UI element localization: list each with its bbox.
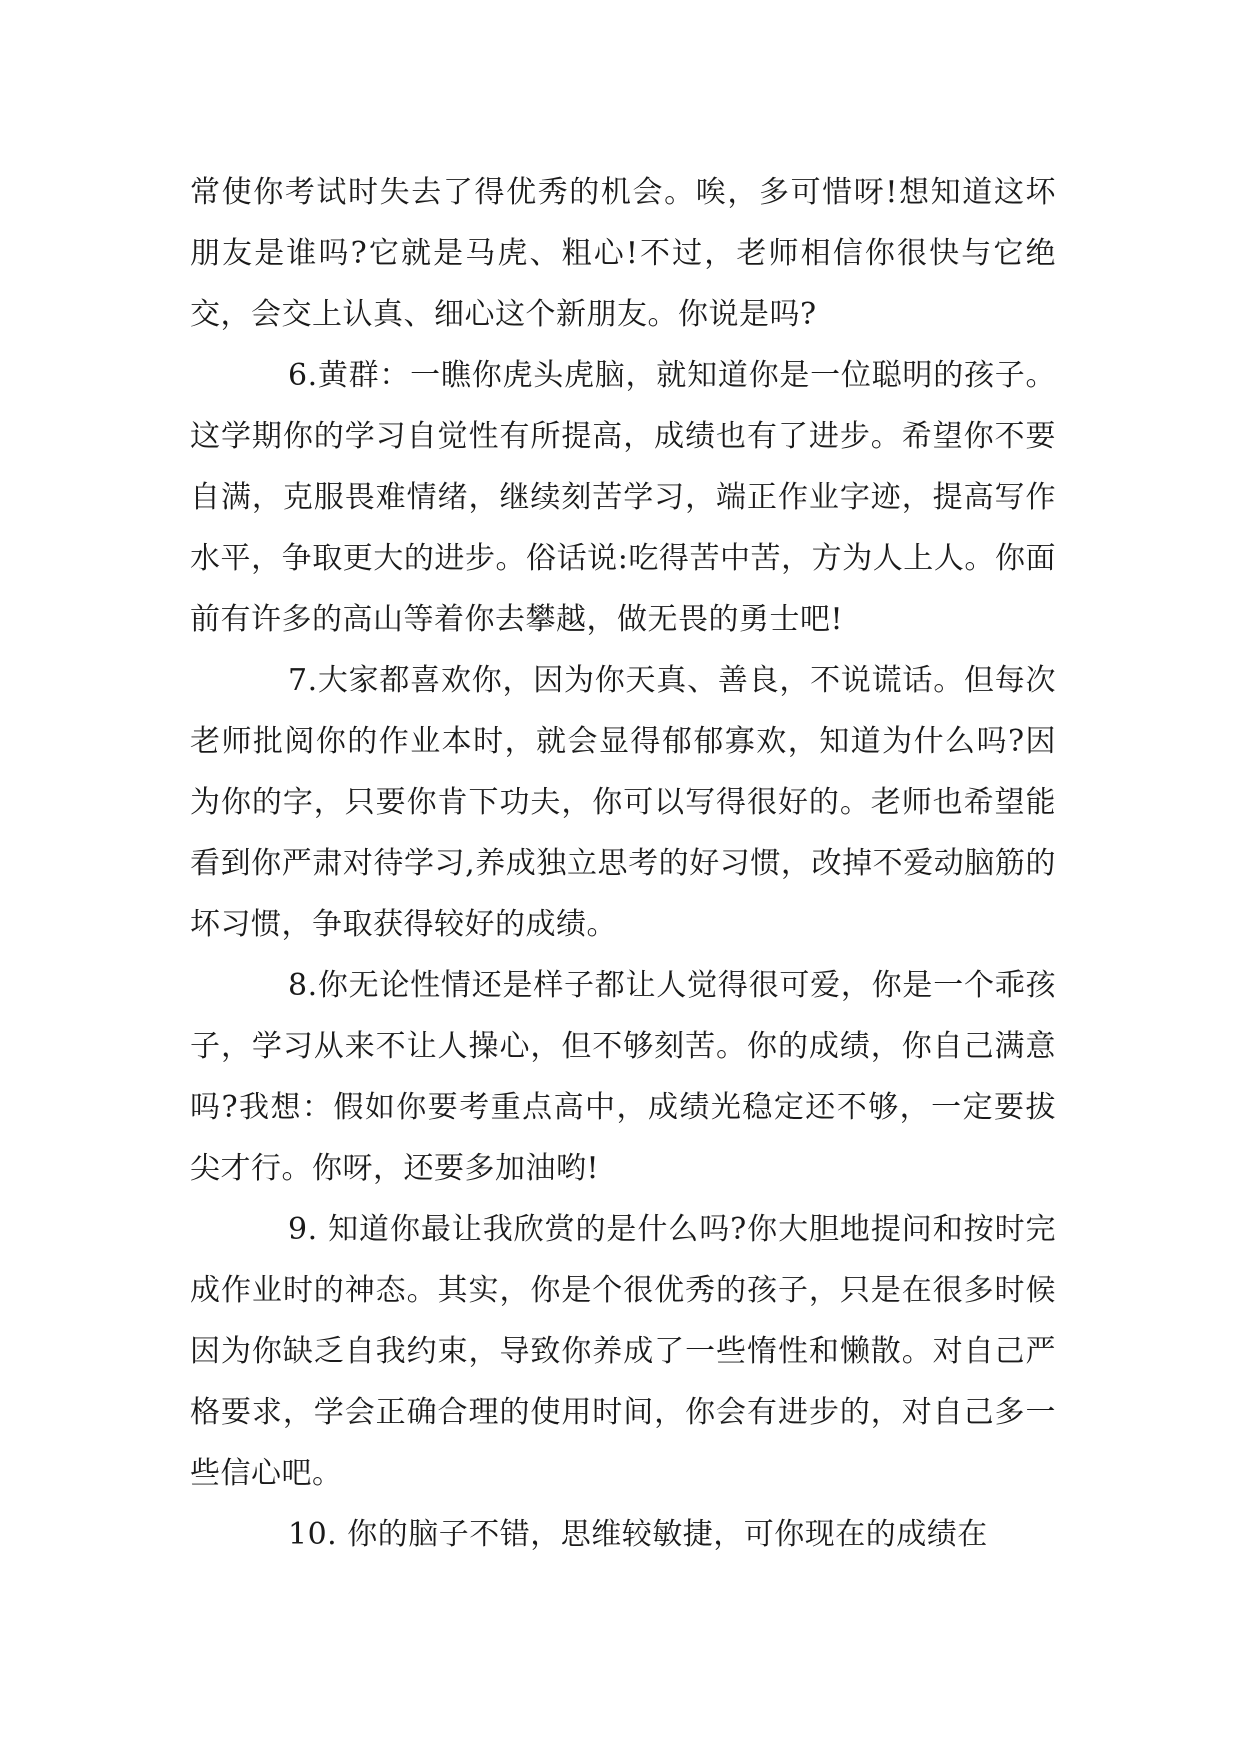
paragraph-comment-9: 9. 知道你最让我欣赏的是什么吗?你大胆地提问和按时完成作业时的神态。其实，你是个很优秀的孩子，只是在很多时候因为你缺乏自我约束，导致你养成了一些惰性和懒散。对自己严格要求，学会正确合理的使用时间，你会有进步的，对自己多一些信心吧。 [190,1212,1056,1491]
paragraph-comment-7: 7.大家都喜欢你，因为你天真、善良，不说谎话。但每次老师批阅你的作业本时，就会显得郁郁寡欢，知道为什么吗?因为你的字，只要你肯下功夫，你可以写得很好的。老师也希望能看到你严肃对待学习,养成独立思考的好习惯，改掉不爱动脑筋的坏习惯，争取获得较好的成绩。 [190,663,1056,942]
paragraph-comment-8: 8.你无论性情还是样子都让人觉得很可爱，你是一个乖孩子，学习从来不让人操心，但不够刻苦。你的成绩，你自己满意吗?我想：假如你要考重点高中，成绩光稳定还不够，一定要拔尖才行。你呀，还要多加油哟! [190,968,1056,1186]
paragraph-continuation: 常使你考试时失去了得优秀的机会。唉，多可惜呀!想知道这坏朋友是谁吗?它就是马虎、粗心!不过，老师相信你很快与它绝交，会交上认真、细心这个新朋友。你说是吗? [190,175,1056,332]
paragraph-comment-6: 6.黄群：一瞧你虎头虎脑，就知道你是一位聪明的孩子。这学期你的学习自觉性有所提高，成绩也有了进步。希望你不要自满，克服畏难情绪，继续刻苦学习，端正作业字迹，提高写作水平，争取更大的进步。俗话说:吃得苦中苦，方为人上人。你面前有许多的高山等着你去攀越，做无畏的勇士吧! [190,358,1056,637]
document-body [190,162,1056,1565]
paragraph-comment-10: 10. 你的脑子不错，思维较敏捷，可你现在的成绩在 [288,1517,988,1552]
